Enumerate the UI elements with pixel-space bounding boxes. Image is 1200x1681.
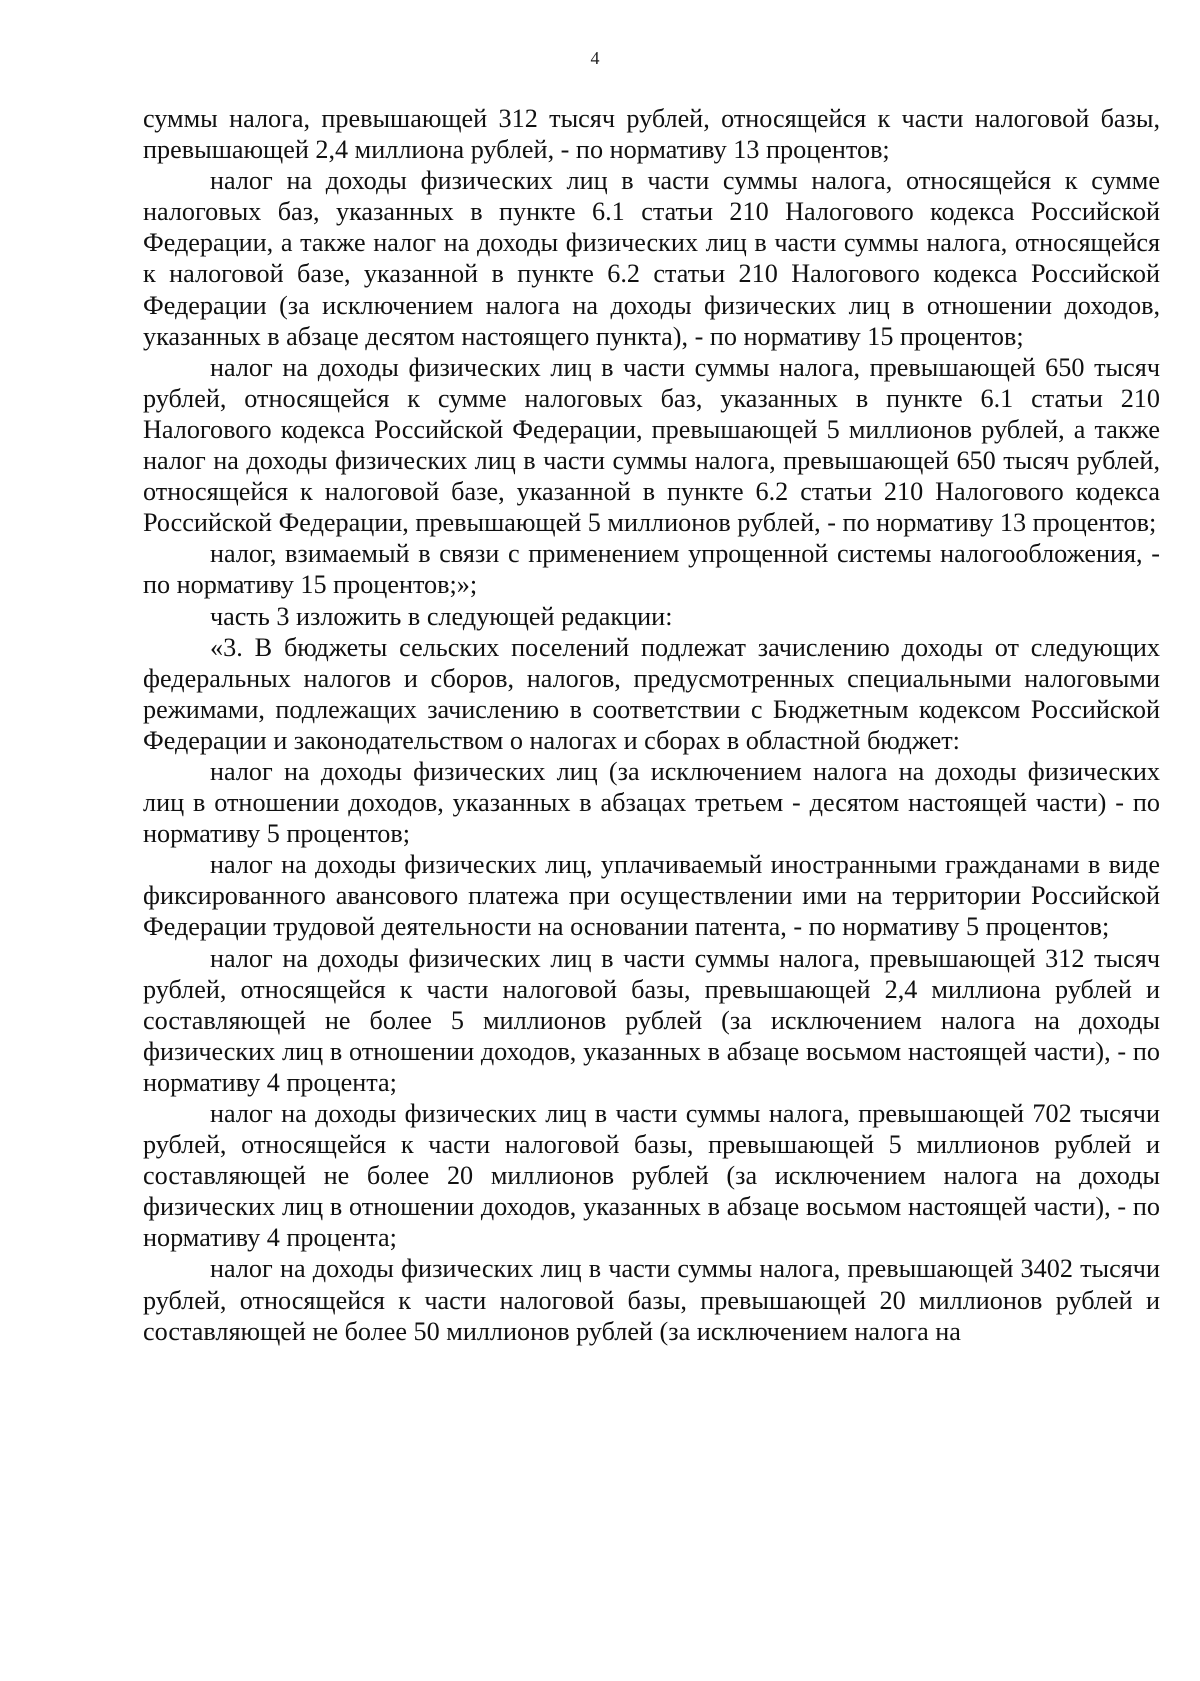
paragraph: налог на доходы физических лиц, уплачиваемый иностранными гражданами в виде фиксированного авансового платежа при осуществлении ими на территории Российской Федерации трудовой деятельности на основании патента, - по нормативу 5 процентов;	[143, 850, 1160, 942]
paragraph: налог, взимаемый в связи с применением упрощенной системы налогообложения, - по нормативу 15 процентов;»;	[143, 539, 1160, 600]
paragraph: налог на доходы физических лиц в части суммы налога, превышающей 650 тысяч рублей, относящейся к сумме налоговых баз, указанных в пункте 6.1 статьи 210 Налогового кодекса Российской Федерации, превышающей 5 миллионов рублей, а также налог на доходы физических лиц в части суммы налога, превышающей 650 тысяч рублей, относящейся к налоговой базе, указанной в пункте 6.2 статьи 210 Налогового кодекса Российской Федерации, превышающей 5 миллионов рублей, - по нормативу 13 процентов;	[143, 352, 1160, 538]
paragraph: налог на доходы физических лиц (за исключением налога на доходы физических лиц в отношении доходов, указанных в абзацах третьем - десятом настоящей части) - по нормативу 5 процентов;	[143, 756, 1160, 849]
page-number: 4	[590, 48, 600, 68]
document-body	[143, 103, 1160, 1347]
paragraph: «3. В бюджеты сельских поселений подлежат зачислению доходы от следующих федеральных налогов и сборов, налогов, предусмотренных специальными налоговыми режимами, подлежащих зачислению в соответствии с Бюджетным кодексом Российской Федерации и законодательством о налогах и сборах в областной бюджет:	[143, 632, 1160, 755]
paragraph: налог на доходы физических лиц в части суммы налога, относящейся к сумме налоговых баз, указанных в пункте 6.1 статьи 210 Налогового кодекса Российской Федерации, а также налог на доходы физических лиц в части суммы налога, относящейся к налоговой базе, указанной в пункте 6.2 статьи 210 Налогового кодекса Российской Федерации (за исключением налога на доходы физических лиц в отношении доходов, указанных в абзаце десятом настоящего пункта), - по нормативу 15 процентов;	[143, 166, 1160, 351]
paragraph: налог на доходы физических лиц в части суммы налога, превышающей 312 тысяч рублей, относящейся к части налоговой базы, превышающей 2,4 миллиона рублей и составляющей не более 5 миллионов рублей (за исключением налога на доходы физических лиц в отношении доходов, указанных в абзаце восьмом настоящей части), - по нормативу 4 процента;	[143, 943, 1160, 1097]
paragraph: налог на доходы физических лиц в части суммы налога, превышающей 3402 тысячи рублей, относящейся к части налоговой базы, превышающей 20 миллионов рублей и составляющей не более 50 миллионов рублей (за исключением налога на	[143, 1254, 1160, 1346]
paragraph: налог на доходы физических лиц в части суммы налога, превышающей 702 тысячи рублей, относящейся к части налоговой базы, превышающей 5 миллионов рублей и составляющей не более 20 миллионов рублей (за исключением налога на доходы физических лиц в отношении доходов, указанных в абзаце восьмом настоящей части), - по нормативу 4 процента;	[143, 1099, 1160, 1253]
paragraph-continuation: суммы налога, превышающей 312 тысяч рублей, относящейся к части налоговой базы, превышающей 2,4 миллиона рублей, - по нормативу 13 процентов;	[143, 104, 1160, 165]
paragraph: часть 3 изложить в следующей редакции:	[210, 601, 673, 631]
